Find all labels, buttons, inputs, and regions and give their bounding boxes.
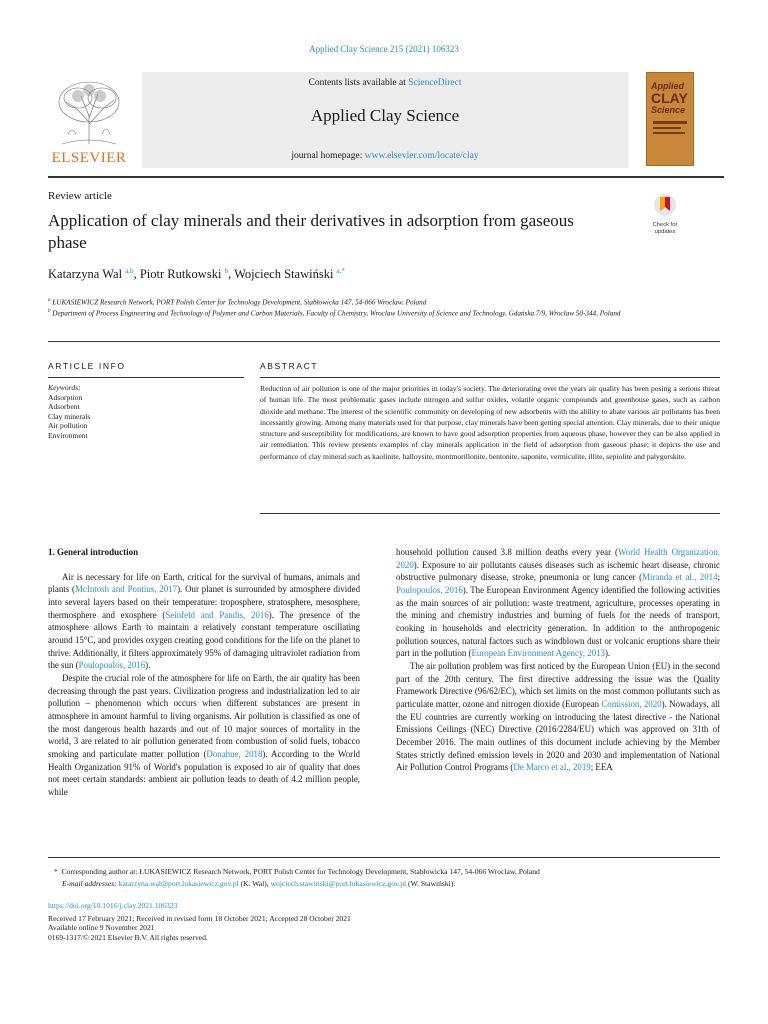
journal-citation-link[interactable]: Applied Clay Science 215 (2021) 106323: [309, 44, 459, 54]
citation-link[interactable]: European Environment Agency, 2013: [471, 648, 605, 659]
available-online: Available online 9 November 2021: [48, 923, 155, 933]
info-divider: [48, 341, 720, 342]
doi-link[interactable]: https://doi.org/10.1016/j.clay.2021.106323: [48, 901, 178, 910]
check-for-updates-button[interactable]: [646, 193, 684, 235]
received-dates: Received 17 February 2021; Received in revised form 18 October 2021; Accepted 28 October 2021: [48, 913, 351, 923]
paragraph-text: ). The presence of the atmosphere allows Earth to maintain a relatively constant temperature oscillating around 15°C, and provides oxygen creating good conditions for the life on the planet to thrive. Additionally, it filters approximately 95% of damaging ultraviolet radiation from the sun (: [48, 609, 360, 671]
journal-title: Applied Clay Science: [310, 106, 460, 125]
cover-title-line: CLAY: [651, 90, 688, 106]
body-paragraph: [48, 672, 360, 799]
abstract-bottom-rule: [260, 513, 720, 514]
cover-decoration: [653, 132, 685, 134]
article-title: Application of clay minerals and their derivatives in adsorption from gaseous phase: [48, 211, 574, 252]
citation-link[interactable]: Seinfeld and Pandis, 2016: [165, 609, 269, 620]
email-label: E-mail addresses:: [62, 879, 117, 888]
abstract-text: Reduction of air pollution is one of the major priorities in today's society. The deteriorating over the years air quality has been posing a serious threat of human life. The most problematic gases include nitrogen and sulfur oxides, volatile organic compounds and greenhouse gases, such as carbon dioxide and methane. The interest of the scientific community on developing of new adsorbents with the ability to abate various air pollutants has been incessantly growing. Among many materials used for that purpose, clay minerals have been getting special attention. Clay minerals, due to their unique structure and susceptibility for modifications, are known to have good adsorption properties from aqueous phase, however they can be also applied in air remediation. This review presents examples of clay minerals application in the field of adsorption from gaseous phase; it depicts the use and performance of clay mineral such as kaolinite, halloysite, montmorillonite, bentonite, saponite, vermiculite, illite, sepiolite and palygorskite.: [260, 384, 720, 461]
paragraph-text: ). Our planet is surrounded by atmosphere divided into several layers based on their temperature: troposphere, stratosphere, mesosphere, thermosphere and exosphere (: [48, 584, 361, 620]
left-paragraphs: [48, 571, 360, 799]
section-heading: 1. General introduction: [48, 547, 139, 557]
cover-title-line: Science: [651, 105, 686, 115]
affiliation-mark: a: [48, 298, 51, 303]
affiliation-b: [48, 307, 628, 319]
footnote-divider: [48, 857, 720, 858]
body-left-column: [48, 546, 360, 798]
sciencedirect-link[interactable]: ScienceDirect: [408, 78, 462, 88]
corresponding-text: Corresponding author at: ŁUKASIEWICZ Research Network, PORT Polish Center for Technology Development, Stabłowicka 147, 54-066 Wroclaw, Poland: [61, 867, 540, 876]
corresponding-author-note: * Corresponding author at: ŁUKASIEWICZ Research Network, PORT Polish Center for Technology Development, Stabłowicka 147, 54-066 Wroclaw, Poland: [54, 867, 540, 876]
affiliation-mark: b: [48, 309, 51, 314]
email-owner: (W. Stawiński).: [406, 879, 456, 888]
cover-title: [651, 81, 689, 115]
contents-prefix: Contents lists available at: [308, 78, 409, 88]
paragraph-text: ;: [717, 572, 720, 583]
keywords-block: [48, 383, 90, 441]
article-type: Review article: [48, 190, 112, 202]
paragraph-text: ). The European Environment Agency identified the following activities as the main sources of air pollution: waste treatment, agriculture, processes operating in the mining and chemistry industries and burning of fuels for the needs of transport, cooking in households and electricity generation. In addition to the anthropogenic pollution sources, natural factors such as windblown dust or volcanic eruptions share their part in the pollution (: [396, 584, 720, 659]
abstract-heading: ABSTRACT: [260, 361, 319, 371]
right-paragraphs: [396, 546, 720, 774]
paragraph-text: ). Nowadays, all the EU countries are currently working on introducing the latest directive - the National Emissions Ceilings (NEC) Directive (2016/2284/EU) which was approved on 31th of December 2016. The main outlines of this document include achieving by the Member States strictly defined emission levels in 2020 and 2030 and implementation of National Air Pollution Control Programs (: [396, 698, 720, 773]
citation-link[interactable]: Miranda et al., 2014: [642, 572, 718, 583]
affiliation-text: Department of Process Engineering and Technology of Polymer and Carbon Materials, Faculty of Chemistry, Wroclaw University of Science and Technology, Gdańska 7/9, Wroclaw 50-344, Poland: [52, 309, 621, 318]
citation-link[interactable]: Poulopoulos, 2016: [78, 660, 146, 671]
elsevier-logo: [48, 74, 130, 166]
body-right-column: [396, 546, 720, 774]
author-name[interactable]: Wojciech Stawiński: [234, 267, 334, 282]
email-owner: (K. Wal),: [238, 879, 271, 888]
paragraph-text: ; EEA: [590, 762, 613, 773]
abstract-subdivider: [260, 377, 720, 378]
keyword: Environment: [48, 430, 88, 440]
author-name[interactable]: Katarzyna Wal: [48, 267, 123, 282]
keyword: Clay minerals: [48, 411, 91, 421]
email-note: [62, 878, 455, 889]
author-affiliation-mark[interactable]: a,b: [125, 267, 134, 275]
keyword: Air pollution: [48, 421, 88, 431]
email-link[interactable]: katarzyna.wal@port.lukasiewicz.gov.pl: [118, 879, 239, 888]
paragraph-text: Despite the crucial role of the atmosphere for life on Earth, the air quality has been decreasing through the past years. Civilization progress and industrialization led to air pollution – phenomenon which occurs when different substances are present in atmosphere in amount harmful to living organisms. Air pollution is classified as one of the most dangerous health hazards and out of 10 major sources of mortality in the world, 3 are related to air pollution generated from combustion of solid fuels, tobacco smoking and particulate matter pollution (: [48, 672, 360, 759]
homepage-link[interactable]: www.elsevier.com/locate/clay: [364, 151, 479, 161]
citation-link[interactable]: De Marco et al., 2019: [513, 762, 591, 773]
homepage-line: [142, 151, 628, 161]
author-affiliation-mark[interactable]: b: [224, 267, 229, 275]
homepage-prefix: journal homepage:: [291, 151, 365, 161]
cover-decoration: [653, 121, 687, 124]
citation-link[interactable]: McIntosh and Pontius, 2017: [75, 584, 178, 595]
header-divider: [48, 176, 724, 178]
author-list: Katarzyna Wal $^{a,b}$, Piotr Rutkowski $^b$, Wojciech Stawiński $^{a,*}$: [48, 267, 345, 282]
body-paragraph: [396, 660, 720, 774]
cover-decoration: [653, 127, 681, 129]
author-affiliation-mark[interactable]: a,*: [336, 267, 345, 275]
paragraph-text: household pollution caused 3.8 million deaths every year (: [396, 547, 618, 557]
affiliation-text: ŁUKASIEWICZ Research Network, PORT Polish Center for Technology Development, Stabłowicka 147, 54-066 Wroclaw, Poland: [52, 298, 427, 307]
paragraph-text: ).: [604, 648, 611, 659]
contents-line: [142, 78, 628, 88]
body-paragraph: [396, 546, 720, 660]
citation-link[interactable]: Comission, 2020: [601, 698, 662, 709]
paragraph-text: The air pollution problem was first noticed by the European Union (EU) in the second part of the 20th century. The first directive addressing the issue was the Quality Framework Directive (96/62/EC), which set limits on the most common pollutants such as particulate matter, ozone and nitrogen dioxide (European: [396, 660, 720, 709]
info-subdivider: [48, 377, 244, 378]
article-meta: [48, 901, 351, 942]
keywords-label: Keywords:: [48, 383, 81, 392]
author-name[interactable]: Piotr Rutkowski: [139, 267, 222, 282]
keyword: Adsorbent: [48, 402, 80, 412]
paragraph-text: ). According to the World Health Organization 91% of World's population is exposed to air of quality that does not meet certain standards: ambient air pollution leads to death of 4.2 million people, while: [48, 748, 360, 797]
article-info-heading: ARTICLE INFO: [48, 361, 126, 371]
citation-link[interactable]: Donahue, 2018: [206, 748, 263, 759]
copyright: 0169-1317/© 2021 Elsevier B.V. All rights reserved.: [48, 932, 208, 942]
paragraph-text: Air is necessary for life on Earth, critical for the survival of humans, animals and plants (: [48, 571, 360, 595]
check-badge-line: updates: [654, 228, 676, 235]
journal-cover-image[interactable]: [646, 72, 694, 166]
body-paragraph: [48, 571, 360, 672]
email-link[interactable]: wojciech.stawinski@port.lukasiewicz.gov.pl: [270, 879, 407, 888]
keyword: Adsorption: [48, 392, 83, 402]
check-updates-icon: [646, 193, 684, 217]
paragraph-text: ).: [145, 660, 151, 671]
cover-title-line: Applied: [651, 81, 684, 91]
citation-link[interactable]: World Health Organization, 2020: [396, 547, 720, 570]
citation-link[interactable]: Poulopoulos, 2016: [396, 584, 463, 595]
paragraph-text: ). Exposure to air pollutants causes diseases such as ischemic heart disease, chronic obstructive pulmonary disease, stroke, pneumonia or lung cancer (: [396, 559, 720, 583]
publisher-name: ELSEVIER: [51, 150, 127, 166]
check-badge-line: Check for: [652, 222, 678, 228]
